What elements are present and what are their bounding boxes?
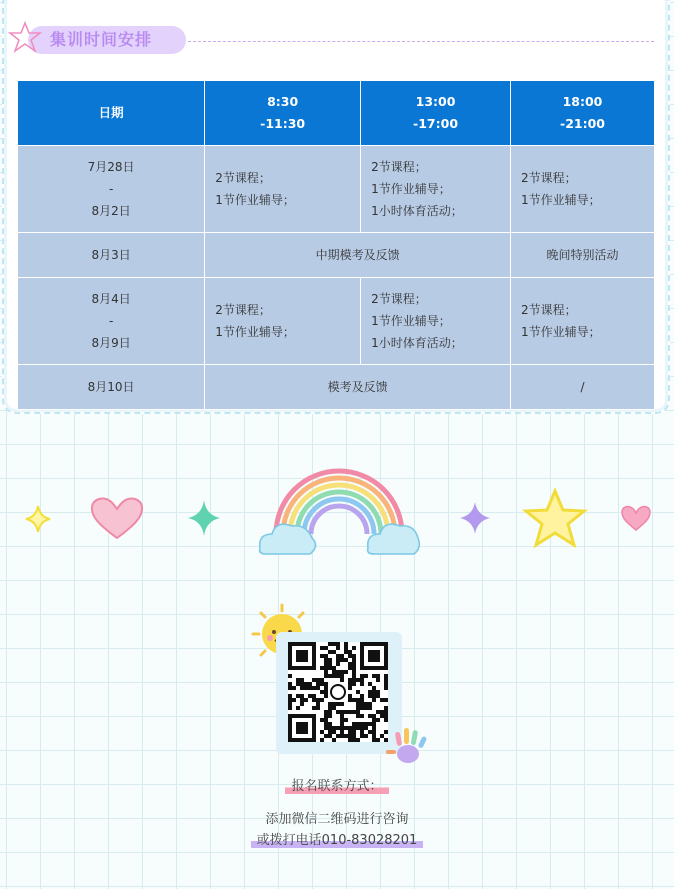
schedule-table (17, 80, 655, 410)
table-row (18, 146, 655, 233)
evening-cell: / (511, 365, 655, 410)
contact-heading-wrap (0, 775, 674, 794)
table-row (18, 365, 655, 410)
evening-cell: 晚间特别活动 (511, 233, 655, 278)
afternoon-cell: 2节课程； 1节作业辅导； 1小时体育活动； (361, 146, 511, 233)
qr-code-image (288, 642, 388, 742)
star-icon (522, 488, 588, 548)
header-morning: 8:30 -11:30 (205, 81, 361, 146)
header-evening: 18:00 -21:00 (511, 81, 655, 146)
morning-cell: 2节课程； 1节作业辅导； (205, 146, 361, 233)
date-cell: 7月28日 - 8月2日 (18, 146, 205, 233)
morning-cell: 2节课程； 1节作业辅导； (205, 278, 361, 365)
title-divider (188, 41, 654, 42)
evening-cell: 2节课程； 1节作业辅导； (511, 146, 655, 233)
section-header (10, 24, 670, 56)
header-date: 日期 (18, 81, 205, 146)
table-row (18, 233, 655, 278)
header-afternoon: 13:00 -17:00 (361, 81, 511, 146)
date-cell: 8月3日 (18, 233, 205, 278)
evening-cell: 2节课程； 1节作业辅导； (511, 278, 655, 365)
contact-heading: 报名联系方式： (285, 779, 388, 794)
sparkle-icon (458, 500, 492, 536)
table-header-row (18, 81, 655, 146)
contact-line-2-wrap (0, 829, 674, 848)
contact-phone: 或拨打电话010-83028201 (251, 833, 424, 848)
heart-icon (88, 494, 146, 542)
merged-cell: 中期模考及反馈 (205, 233, 511, 278)
heart-icon (620, 504, 652, 532)
merged-cell: 模考及反馈 (205, 365, 511, 410)
table-row (18, 278, 655, 365)
sparkle-icon (24, 504, 52, 534)
sparkle-icon (186, 498, 222, 538)
rainbow-icon (256, 468, 422, 560)
star-icon (8, 20, 42, 54)
afternoon-cell: 2节课程； 1节作业辅导； 1小时体育活动； (361, 278, 511, 365)
date-cell: 8月10日 (18, 365, 205, 410)
section-title: 集训时间安排 (50, 30, 153, 49)
contact-line-1: 添加微信二维码进行咨询 (265, 812, 409, 827)
qr-code (288, 642, 388, 742)
date-cell: 8月4日 - 8月9日 (18, 278, 205, 365)
handprint-icon (382, 724, 430, 768)
